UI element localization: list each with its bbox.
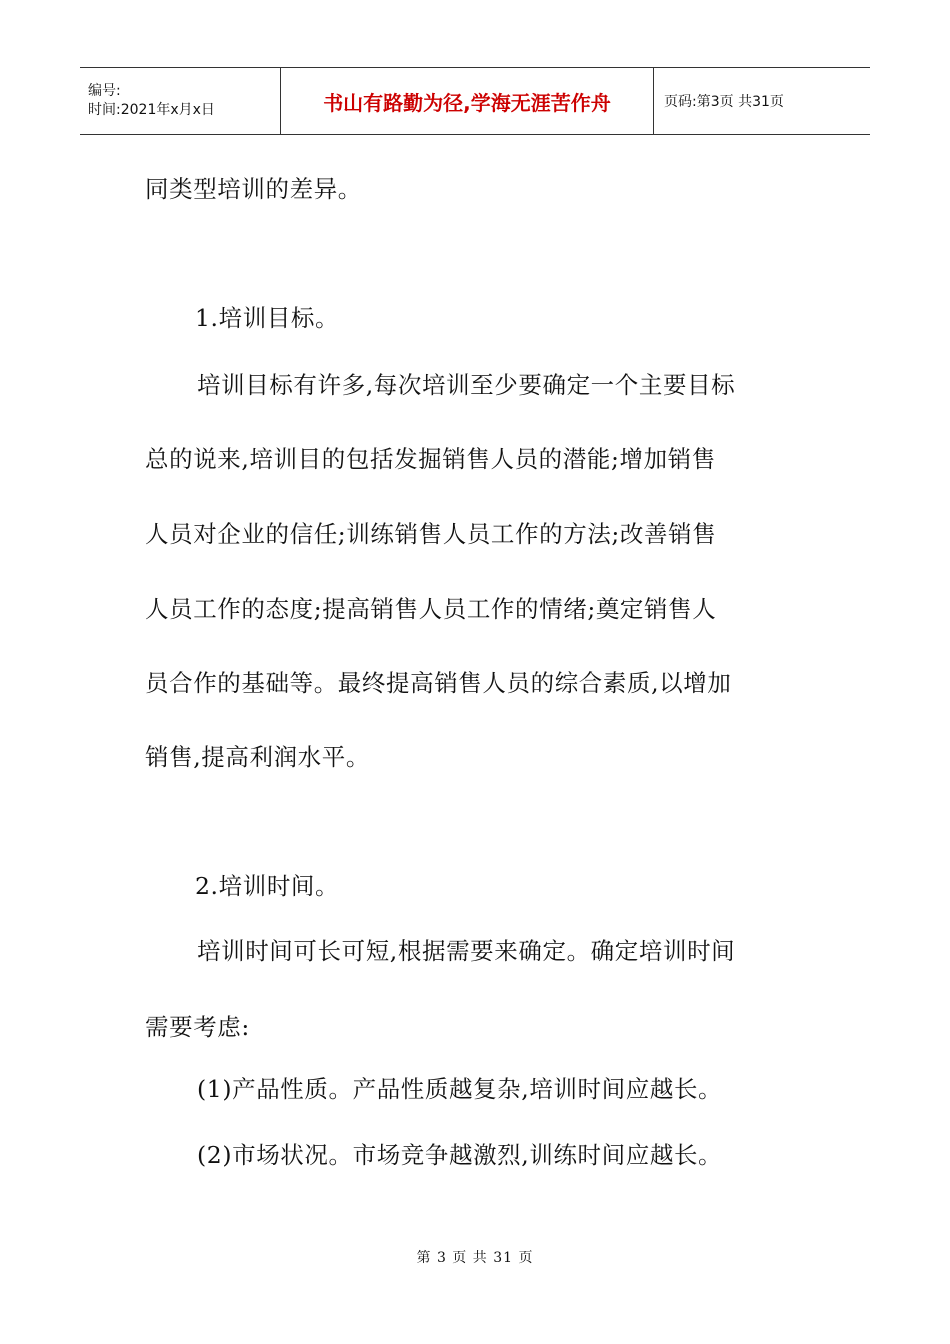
list-item-1: (1)产品性质。产品性质越复杂,培训时间应越长。 [197,1075,723,1103]
body-line-10: 培训时间可长可短,根据需要来确定。确定培训时间 [197,937,736,965]
header-page-number: 页码:第3页 共31页 [664,94,784,110]
list-item-2: (2)市场状况。市场竞争越激烈,训练时间应越长。 [197,1141,723,1169]
body-line-5: 人员对企业的信任;训练销售人员工作的方法;改善销售 [145,520,717,548]
header-motto: 书山有路勤为径,学海无涯苦作舟 [323,90,611,115]
section-heading-2: 2.培训时间。 [195,872,340,900]
document-number-label: 编号: [88,83,121,99]
section-heading-1: 1.培训目标。 [195,304,340,332]
body-line-8: 销售,提高利润水平。 [145,743,370,771]
body-line-6: 人员工作的态度;提高销售人员工作的情绪;奠定销售人 [145,595,717,623]
body-line-1: 同类型培训的差异。 [145,175,362,203]
page-footer: 第 3 页 共 31 页 [416,1250,534,1266]
body-line-11: 需要考虑: [145,1013,250,1041]
body-line-3: 培训目标有许多,每次培训至少要确定一个主要目标 [197,371,736,399]
body-line-7: 员合作的基础等。最终提高销售人员的综合素质,以增加 [145,669,732,697]
header-motto-cell [281,68,654,134]
header-info-cell [80,68,281,134]
document-time-label: 时间:2021年x月x日 [88,102,215,118]
page-header [80,67,870,135]
header-page-cell [654,68,870,134]
body-line-4: 总的说来,培训目的包括发掘销售人员的潜能;增加销售 [145,445,716,473]
